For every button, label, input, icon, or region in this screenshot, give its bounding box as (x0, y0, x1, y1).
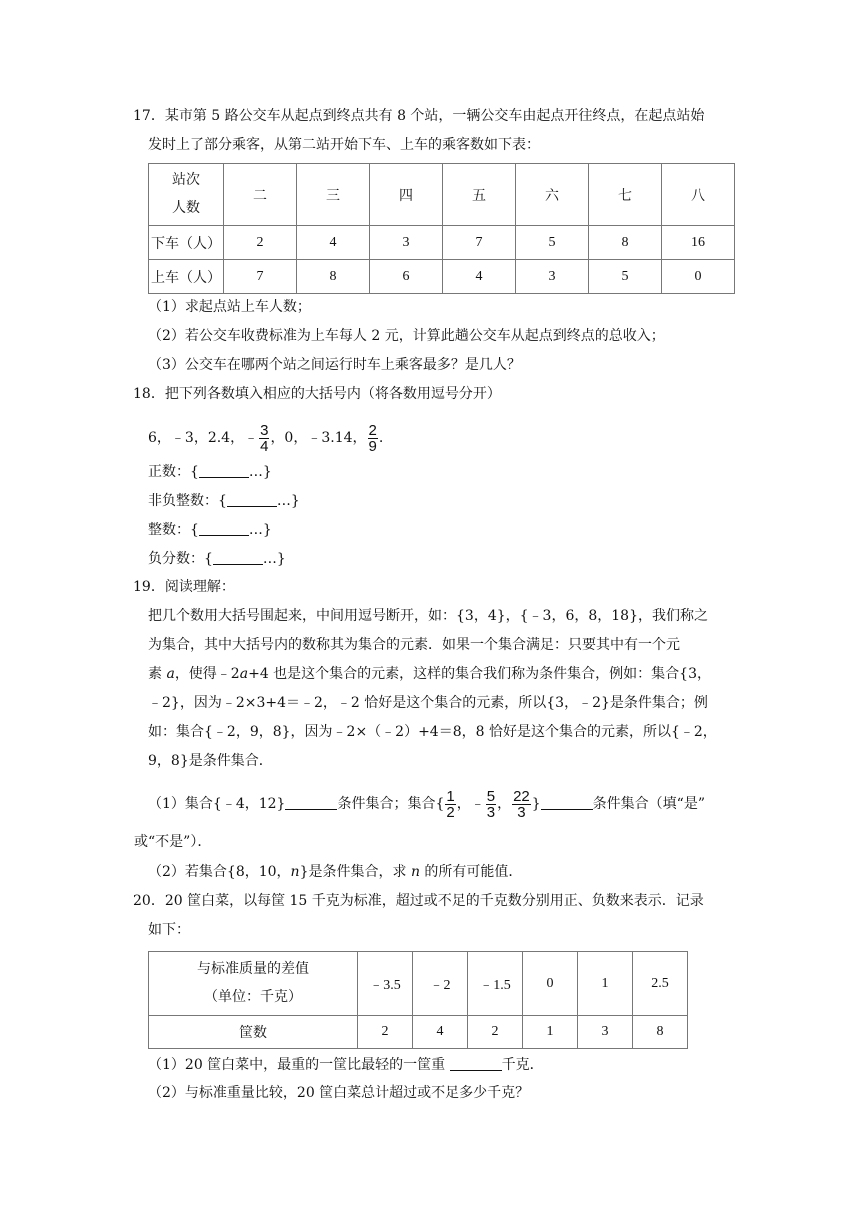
table-cell: 16 (662, 226, 735, 260)
category-suffix: …} (276, 493, 300, 509)
category-label: 正数：{ (148, 464, 199, 480)
fraction-2-9 (368, 423, 378, 454)
table-cell: 0 (662, 260, 735, 294)
table-row (149, 226, 735, 260)
text-segment: +4 也是这个集合的元素，这样的集合我们称为条件集合，例如：集合{3， (248, 666, 711, 682)
q17-bus-table (148, 163, 735, 294)
diff-header-cell (149, 952, 358, 1016)
category-suffix: …} (262, 551, 286, 567)
text-segment: ，﹣ (456, 796, 485, 812)
answer-blank[interactable] (541, 793, 593, 810)
q18-line1: 18．把下列各数填入相应的大括号内（将各数用逗号分开） (133, 386, 501, 402)
table-cell: 5 (516, 226, 589, 260)
text-segment: （2）若集合{8，10， (148, 864, 291, 880)
station-header: 七 (589, 164, 662, 226)
answer-blank[interactable] (227, 490, 277, 507)
table-cell: 8 (589, 226, 662, 260)
fraction-numerator: 1 (446, 787, 455, 805)
table-cell: 4 (443, 260, 516, 294)
q20-cabbage-table (148, 951, 688, 1049)
q19-paragraph-line (148, 664, 711, 684)
q20-sub1 (148, 1054, 544, 1075)
category-label: 非负整数：{ (148, 493, 227, 509)
text-segment: 素 (148, 666, 167, 682)
q19-paragraph-line: 9，8}是条件集合． (148, 753, 273, 769)
text-segment: ， (497, 796, 512, 812)
q17-line2: 发时上了部分乘客，从第二站开始下车、上车的乘客数如下表： (148, 137, 540, 153)
corner-station-label: 站次 (172, 172, 200, 188)
integer-category (148, 519, 272, 540)
q19-paragraph-line: ﹣2}，因为﹣2×3+4＝﹣2，﹣2 恰好是这个集合的元素，所以{3，﹣2}是条件集合；例 (148, 695, 708, 711)
nonneg-integer-category (148, 490, 300, 511)
q18-numbers (148, 420, 383, 456)
table-cell: 4 (297, 226, 370, 260)
text-segment: 千克． (501, 1057, 544, 1073)
table-row (149, 1016, 688, 1049)
station-header: 六 (516, 164, 589, 226)
fraction-denominator: 9 (368, 437, 377, 455)
variable-a: a (239, 666, 249, 682)
variable-n: n (290, 864, 300, 880)
table-cell: 0 (523, 952, 578, 1016)
q17-sub3: （3）公交车在哪两个站之间运行时车上乘客最多？是几人？ (148, 357, 521, 373)
answer-blank[interactable] (285, 793, 337, 810)
table-cell: 3 (516, 260, 589, 294)
table-corner-cell (149, 164, 224, 226)
table-cell: 1 (578, 952, 633, 1016)
fraction-1-2 (445, 789, 455, 820)
answer-blank[interactable] (213, 548, 263, 565)
numbers-end: . (378, 430, 384, 446)
text-segment: } (531, 796, 541, 812)
table-cell: 2.5 (633, 952, 688, 1016)
station-header: 二 (224, 164, 297, 226)
fraction-3-4 (259, 423, 269, 454)
table-cell: 3 (578, 1016, 633, 1049)
category-suffix: …} (248, 522, 272, 538)
fraction-numerator: 5 (486, 787, 496, 805)
fraction-denominator: 2 (446, 803, 455, 821)
table-cell: ﹣2 (413, 952, 468, 1016)
category-label: 负分数：{ (148, 551, 213, 567)
numbers-part-a: 6，﹣3，2.4，﹣ (148, 430, 259, 446)
numbers-part-b: ，0，﹣3.14， (270, 430, 367, 446)
category-suffix: …} (248, 464, 272, 480)
q19-title: 19．阅读理解： (133, 579, 235, 595)
q20-line1: 20．20 筐白菜，以每筐 15 千克为标准，超过或不足的千克数分别用正、负数来表示．记录 (133, 893, 704, 909)
fraction-denominator: 3 (517, 803, 526, 821)
table-cell: 3 (370, 226, 443, 260)
text-segment: （1）20 筐白菜中，最重的一筐比最轻的一筐重 (148, 1057, 450, 1073)
variable-n: n (410, 864, 420, 880)
q19-sub2 (148, 862, 522, 882)
q17-line1: 17．某市第 5 路公交车从起点到终点共有 8 个站，一辆公交车由起点开往终点，在起点站始 (133, 108, 705, 124)
answer-blank[interactable] (199, 519, 249, 536)
table-cell: 7 (224, 260, 297, 294)
negative-fraction-category (148, 548, 286, 569)
station-header: 四 (370, 164, 443, 226)
station-header: 五 (443, 164, 516, 226)
table-cell: 2 (224, 226, 297, 260)
diff-header-label: 与标准质量的差值 (197, 961, 309, 977)
q19-paragraph-line: 为集合，其中大括号内的数称其为集合的元素．如果一个集合满足：只要其中有一个元 (148, 637, 680, 653)
row-label: 上车（人） (149, 260, 224, 294)
positive-category (148, 461, 272, 482)
table-cell: 7 (443, 226, 516, 260)
table-cell: 5 (589, 260, 662, 294)
table-cell: 2 (358, 1016, 413, 1049)
fraction-numerator: 3 (260, 421, 269, 439)
text-segment: 条件集合（填“是” (592, 796, 705, 812)
table-cell: 6 (370, 260, 443, 294)
q17-sub2: （2）若公交车收费标准为上车每人 2 元，计算此趟公交车从起点到终点的总收入； (148, 328, 665, 344)
table-row (149, 260, 735, 294)
fraction-denominator: 4 (260, 437, 269, 455)
corner-people-label: 人数 (172, 200, 200, 216)
diff-unit-label: （单位：千克） (204, 989, 302, 1005)
row-label: 筐数 (149, 1016, 358, 1049)
text-segment: ，使得﹣2 (174, 666, 240, 682)
q19-sub1-continued: 或“不是”）． (134, 834, 212, 850)
text-segment: 的所有可能值． (419, 864, 523, 880)
text-segment: （1）集合{﹣4，12} (148, 796, 286, 812)
category-label: 整数：{ (148, 522, 199, 538)
fraction-denominator: 3 (486, 803, 496, 821)
text-segment: }是条件集合，求 (299, 864, 411, 880)
q20-line2: 如下： (148, 922, 190, 938)
fraction-22-3 (512, 789, 531, 820)
text-segment: 条件集合；集合{ (337, 796, 445, 812)
variable-a: a (166, 666, 175, 682)
table-cell: 8 (297, 260, 370, 294)
q20-sub2: （2）与标准重量比较，20 筐白菜总计超过或不足多少千克？ (148, 1085, 530, 1101)
fraction-5-3 (486, 789, 496, 820)
row-label: 下车（人） (149, 226, 224, 260)
table-cell: ﹣1.5 (468, 952, 523, 1016)
q19-paragraph-line: 把几个数用大括号围起来，中间用逗号断开，如：{3，4}，{﹣3，6，8，18}，我们称之 (148, 608, 708, 624)
q17-sub1: （1）求起点站上车人数； (148, 299, 311, 315)
q19-paragraph-line: 如：集合{﹣2，9，8}，因为﹣2×（﹣2）+4＝8，8 恰好是这个集合的元素，所以{﹣2， (148, 724, 717, 740)
q19-sub1 (148, 784, 705, 824)
fraction-numerator: 22 (513, 787, 530, 805)
table-cell: 4 (413, 1016, 468, 1049)
fraction-numerator: 2 (368, 421, 377, 439)
answer-blank[interactable] (450, 1054, 502, 1071)
table-cell: 8 (633, 1016, 688, 1049)
answer-blank[interactable] (199, 461, 249, 478)
station-header: 八 (662, 164, 735, 226)
table-cell: 1 (523, 1016, 578, 1049)
table-cell: 2 (468, 1016, 523, 1049)
table-cell: ﹣3.5 (358, 952, 413, 1016)
station-header: 三 (297, 164, 370, 226)
